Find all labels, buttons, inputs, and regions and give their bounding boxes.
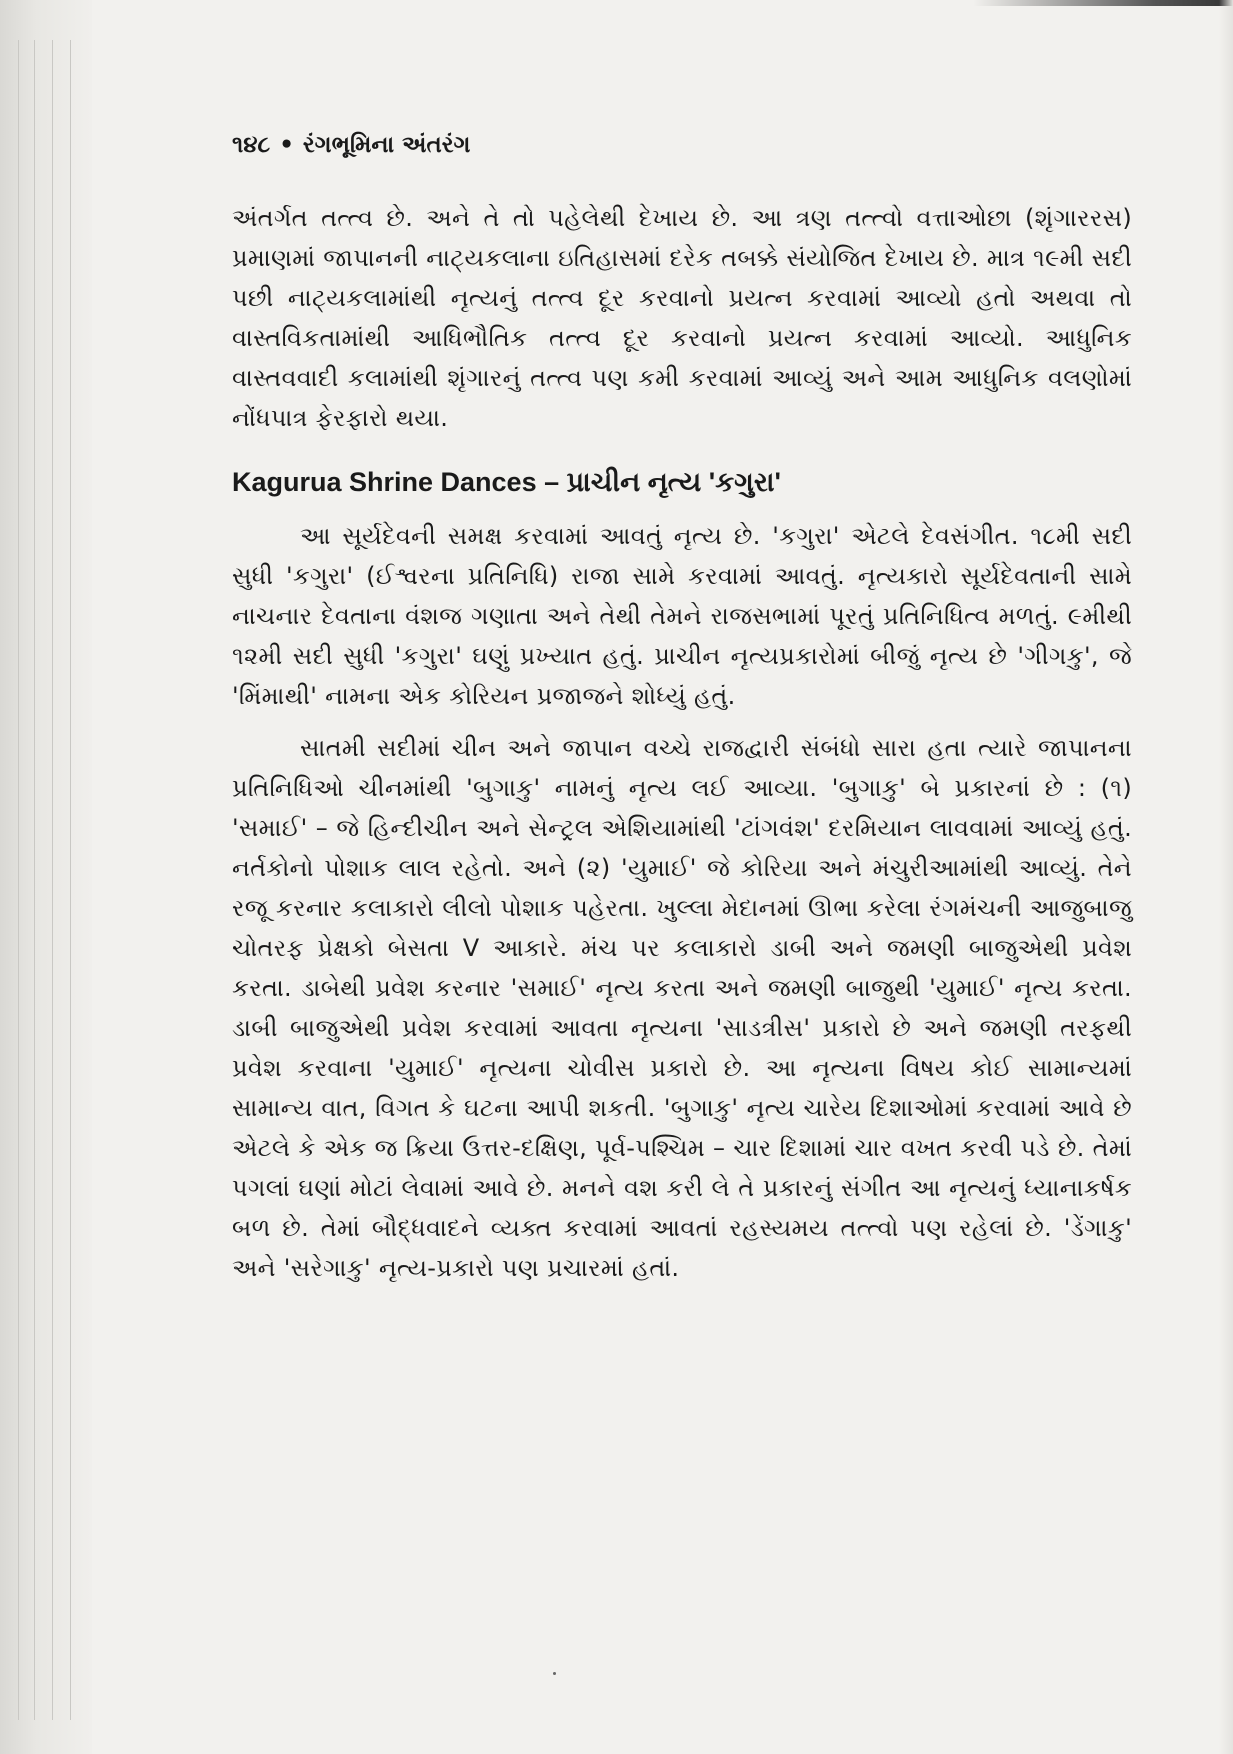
section-paragraph-1: આ સૂર્યદેવની સમક્ષ કરવામાં આવતું નૃત્ય છે. 'કગુરા' એટલે દેવસંગીત. ૧૮મી સદી સુધી 'કગુરા' (ઈશ્વરના પ્રતિનિધિ) રાજા સામે કરવામાં આવતું. નૃત્યકારો સૂર્યદેવતાની સામે નાચનાર દેવતાના વંશજ ગણાતા અને તેથી તેમને રાજસભામાં પૂરતું પ્રતિનિધિત્વ મળતું. ૯મીથી ૧૨મી સદી સુધી 'કગુરા' ઘણું પ્રખ્યાત હતું. પ્રાચીન નૃત્યપ્રકારોમાં બીજું નૃત્ય છે 'ગીગકુ', જે 'મિંમાથી' નામના એક કોરિયન પ્રજાજને શોધ્યું હતું. [232, 522, 1132, 710]
page-edge-line [18, 40, 19, 1720]
header-bullet: • [279, 132, 294, 158]
running-header [232, 128, 1132, 162]
section-paragraph-2: સાતમી સદીમાં ચીન અને જાપાન વચ્ચે રાજદ્વારી સંબંધો સારા હતા ત્યારે જાપાનના પ્રતિનિધિઓ ચીનમાંથી 'બુગાકુ' નામનું નૃત્ય લઈ આવ્યા. 'બુગાકુ' બે પ્રકારનાં છે : (૧) 'સમાઈ' – જે હિન્દીચીન અને સેન્ટ્રલ એશિયામાંથી 'ટાંગવંશ' દરમિયાન લાવવામાં આવ્યું હતું. નર્તકોનો પોશાક લાલ રહેતો. અને (૨) 'યુમાઈ' જે કોરિયા અને મંચુરીઆમાંથી આવ્યું. તેને રજૂ કરનાર કલાકારો લીલો પોશાક પહેરતા. ખુલ્લા મેદાનમાં ઊભા કરેલા રંગમંચની આજુબાજુ ચોતરફ પ્રેક્ષકો બેસતા V આકારે. મંચ પર કલાકારો ડાબી અને જમણી બાજુએથી પ્રવેશ કરતા. ડાબેથી પ્રવેશ કરનાર 'સમાઈ' નૃત્ય કરતા અને જમણી બાજુથી 'યુમાઈ' નૃત્ય કરતા. ડાબી બાજુએથી પ્રવેશ કરવામાં આવતા નૃત્યના 'સાડત્રીસ' પ્રકારો છે અને જમણી તરફથી પ્રવેશ કરવાના 'યુમાઈ' નૃત્યના ચોવીસ પ્રકારો છે. આ નૃત્યના વિષય કોઈ સામાન્યમાં સામાન્ય વાત, વિગત કે ઘટના આપી શકતી. 'બુગાકુ' નૃત્ય ચારેય દિશાઓમાં કરવામાં આવે છે એટલે કે એક જ ક્રિયા ઉત્તર-દક્ષિણ, પૂર્વ-પશ્ચિમ – ચાર દિશામાં ચાર વખત કરવી પડે છે. તેમાં પગલાં ઘણાં મોટાં લેવામાં આવે છે. મનને વશ કરી લે તે પ્રકારનું સંગીત આ નૃત્યનું ધ્યાનાકર્ષક બળ છે. તેમાં બૌદ્ધવાદને વ્યક્ત કરવામાં આવતાં રહસ્યમય તત્ત્વો પણ રહેલાં છે. 'ડેંગાકુ' અને 'સરેગાકુ' નૃત્ય-પ્રકારો પણ પ્રચારમાં હતાં. [232, 734, 1132, 1282]
scan-right-shadow [1219, 0, 1233, 1754]
scan-top-shadow [973, 0, 1233, 6]
book-page-edge [0, 0, 92, 1754]
paragraph-gap [232, 716, 1132, 728]
page-edge-line [34, 40, 35, 1720]
intro-paragraph: અંતર્ગત તત્ત્વ છે. અને તે તો પહેલેથી દેખાય છે. આ ત્રણ તત્ત્વો વત્તાઓછા (શૃંગારરસ) પ્રમાણમાં જાપાનની નાટ્યકલાના ઇતિહાસમાં દરેક તબક્કે સંયોજિત દેખાય છે. માત્ર ૧૯મી સદી પછી નાટ્યકલામાંથી નૃત્યનું તત્ત્વ દૂર કરવાનો પ્રયત્ન કરવામાં આવ્યો હતો અથવા તો વાસ્તવિકતામાંથી આધિભૌતિક તત્ત્વ દૂર કરવાનો પ્રયત્ન કરવામાં આવ્યો. આધુનિક વાસ્તવવાદી કલામાંથી શૃંગારનું તત્ત્વ પણ કમી કરવામાં આવ્યું અને આમ આધુનિક વલણોમાં નોંધપાત્ર ફેરફારો થયા. [232, 204, 1132, 432]
page-content [232, 128, 1132, 1288]
section-heading: Kagurua Shrine Dances – પ્રાચીન નૃત્ય 'કગુરા' [232, 467, 781, 497]
scan-speck [553, 1672, 556, 1675]
book-title: રંગભૂમિના અંતરંગ [302, 132, 471, 158]
page-edge-line [70, 40, 71, 1720]
page-number: ૧૪૮ [232, 132, 271, 158]
page-edge-line [52, 40, 53, 1720]
